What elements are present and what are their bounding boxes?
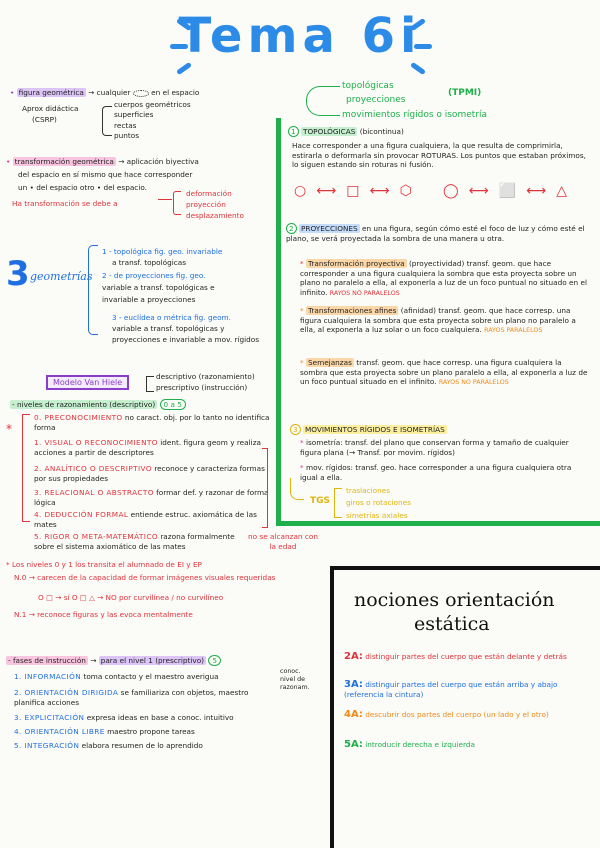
tgs-item: traslaciones (346, 486, 391, 495)
nivel-item: 0. PRECONOCIMIENTO no caract. obj. por lo tanto no identifica forma (34, 413, 270, 432)
page-title: Tema 6i (178, 8, 422, 64)
csrp-label: (CSRP) (32, 115, 57, 124)
brace (146, 376, 154, 392)
nociones-item: 4A: descubrir dos partes del cuerpo (un lado y el otro) (344, 709, 549, 720)
top-item: proyecciones (346, 95, 406, 105)
tgs-label: TGS (310, 496, 331, 506)
arrow-icon: ⟷ (369, 183, 390, 199)
topo-header: 1 TOPOLÓGICAS (bicontinua) (288, 127, 404, 137)
nivel-item: 5. RIGOR O META-MATEMÁTICO razona formalmente sobre el sistema axiomático de las mates (34, 532, 235, 551)
nociones-item: 2A: distinguir partes del cuerpo que están delante y detrás (344, 651, 567, 662)
figura-espacio: en el espacio (151, 88, 200, 97)
aprox-label: Aprox didáctica (22, 104, 79, 113)
asterisk-icon: * (6, 422, 12, 436)
figura-line: • figura geométrica → cualquier en el espacio (10, 88, 200, 97)
proy-2: * Transformaciones afines (afinidad) transf. geom. que hace corresp. una figura cualquiera la sombra que esta proyecta sobre un plano no paralelo a ella, al exponerla a luz solar o un foco cualquiera. RAYOS PARALELOS (300, 306, 576, 335)
topo-text: Hace corresponder a una figura cualquiera, la que resulta de comprimirla, estirarla o deformarla sin provocar ROTURAS. Los puntos que estaban próximos, lo siguen estando sin roturas ni fusión. (292, 141, 586, 170)
figura-label: figura geométrica (18, 88, 84, 97)
nociones-item: 3A: distinguir partes del cuerpo que están arriba y abajo (referencia la cintura) (344, 679, 558, 699)
tpmi-label: (TPMI) (448, 88, 482, 98)
arrow-icon: ⟷ (468, 183, 489, 199)
blob-icon (133, 90, 149, 97)
transf-item: proyección (186, 200, 226, 209)
niveles-badge: 0 a 5 (160, 399, 186, 410)
fase-item: 3. EXPLICITACIÓN expresa ideas en base a conoc. intuitivo (14, 713, 234, 722)
fase-item: 5. INTEGRACIÓN elabora resumen de lo aprendido (14, 741, 203, 750)
tgs-item: giros o rotaciones (346, 498, 411, 507)
proy-3: * Semejanzas transf. geom. que hace corresp. una figura cualquiera la sombra que esta proyecta sobre un plano paralelo a ella, al exponerla a luz de un foco puntual situado en el infinito. RAYOS NO PARALELOS (300, 358, 588, 387)
triangle-icon: △ (556, 183, 567, 199)
sphere-icon: ◯ (442, 183, 459, 199)
transf-item: desplazamiento (186, 211, 244, 220)
arrow (158, 199, 172, 200)
proy-text: 2 PROYECCIONES en una figura, según cómo esté el foco de luz y cómo esté el plano, se verá proyectada la sombra de una manera u otra. (286, 224, 585, 243)
geom-3c: proyecciones e invariable a mov. rígidos (112, 335, 260, 344)
nivel-item: 1. VISUAL O RECONOCIMIENTO ident. figura geom y realiza acciones a partir de descriptores (34, 438, 261, 457)
brace (306, 86, 340, 116)
niveles-line: - niveles de razonamiento (descriptivo) 0 a 5 (10, 400, 186, 410)
figura-item: rectas (114, 121, 137, 130)
fase-item: 4. ORIENTACIÓN LIBRE maestro propone tareas (14, 727, 195, 736)
geom-2b: variable a transf. topológicas e (102, 283, 215, 292)
mov-header: 3 MOVIMIENTOS RÍGIDOS E ISOMETRÍAS (290, 425, 447, 435)
brace (88, 245, 98, 335)
fases-line: - fases de instrucción → para el nivel 1 (prescriptivo) 5 (6, 656, 221, 666)
top-item: topológicas (342, 81, 394, 91)
square-icon: □ (346, 183, 360, 199)
geom-3: 3 - euclídea o métrica fig. geom. (112, 313, 231, 322)
figura-item: superficies (114, 110, 154, 119)
hexagon-icon: ⬡ (399, 183, 412, 199)
mov-rig: * mov. rígidos: transf. geo. hace corresponder a una figura cualquiera otra igual a ella. (300, 463, 572, 482)
brace (262, 448, 268, 528)
geometrias-label: geometrías (30, 270, 93, 283)
brace (102, 106, 112, 136)
tgs-item: simetrías axiales (346, 511, 408, 520)
transf-label: transformación geométrica (14, 157, 114, 166)
niveles-asterisk: * Los niveles 0 y 1 los transita el alumnado de EI y EP (6, 560, 202, 569)
geom-1b: a transf. topológicas (112, 258, 187, 267)
arrow (290, 478, 304, 500)
geom-1: 1 - topológica fig. geo. invariable (102, 247, 223, 256)
niveles-note: no se alcanzan con la edad (248, 532, 318, 551)
nociones-title: nociones orientación (354, 589, 555, 611)
n0-text: N.0 → carecen de la capacidad de formar imágenes visuales requeridas (14, 573, 276, 582)
figura-cualquier: cualquier (96, 88, 131, 97)
brace (173, 191, 181, 215)
transf-debe: Ha transformación se debe a (12, 199, 118, 208)
modelo-box: Modelo Van Hiele (46, 375, 129, 390)
fases-conoc: conoc. nivel de razonam. (280, 668, 310, 691)
nivel-item: 2. ANALÍTICO O DESCRIPTIVO reconoce y caracteriza formas por sus propiedades (34, 464, 265, 483)
transf-item: deformación (186, 189, 232, 198)
transf-text: del espacio en sí mismo que hace corresponder (18, 170, 193, 179)
n1-text: N.1 → reconoce figuras y las evoca mentalmente (14, 610, 193, 619)
modelo-prescriptivo: prescriptivo (instrucción) (156, 383, 248, 392)
figura-item: puntos (114, 131, 140, 140)
mov-iso: * isometría: transf. del plano que conservan forma y tamaño de cualquier figura plana (→ Transf. por movim. rígidos) (300, 438, 569, 457)
arrow-icon: ⟷ (526, 183, 547, 199)
nociones-title: estática (414, 613, 490, 635)
geometrias-number: 3 (6, 254, 30, 294)
transf-text: aplicación biyectiva (126, 157, 199, 166)
nivel-item: 3. RELACIONAL O ABSTRACTO formar def. y razonar de forma lógica (34, 488, 269, 507)
brace (334, 488, 342, 518)
modelo-descriptivo: descriptivo (razonamiento) (156, 372, 255, 381)
cube-icon: ⬜ (498, 183, 517, 199)
nivel-item: 4. DEDUCCIÓN FORMAL entiende estruc. axiomática de las mates (34, 510, 257, 529)
fase-item: 1. INFORMACIÓN toma contacto y el maestro averigua (14, 672, 219, 681)
brace (22, 414, 30, 522)
arrow-icon: ⟷ (316, 183, 337, 199)
top-item: movimientos rígidos o isometría (342, 110, 487, 120)
transf-text: un • del espacio otro • del espacio. (18, 183, 148, 192)
geom-3b: variable a transf. topológicas y (112, 324, 225, 333)
circle-icon: ○ (294, 183, 307, 199)
topo-icons (294, 180, 577, 199)
fases-badge: 5 (208, 655, 221, 666)
n0-example: O □ → sí O □ △ → NO por curvilínea / no curvilíneo (38, 593, 224, 602)
geom-2: 2 - de proyecciones fig. geo. (102, 271, 206, 280)
figura-item: cuerpos geométricos (114, 100, 191, 109)
geom-2c: invariable a proyecciones (102, 295, 196, 304)
proy-1: * Transformación proyectiva (proyectividad) transf. geom. que hace corresponder a una figura cualquiera la sombra que esta proyecta sobre un plano no paralelo a ella, al exponerla a luz de un foco puntual no situado en el infinito. RAYOS NO PARALELOS (300, 259, 587, 297)
transf-line: • transformación geométrica → aplicación biyectiva (6, 157, 199, 166)
nociones-item: 5A: introducir derecha e izquierda (344, 739, 475, 750)
fase-item: 2. ORIENTACIÓN DIRIGIDA se familiariza con objetos, maestro planifica acciones (14, 688, 249, 707)
